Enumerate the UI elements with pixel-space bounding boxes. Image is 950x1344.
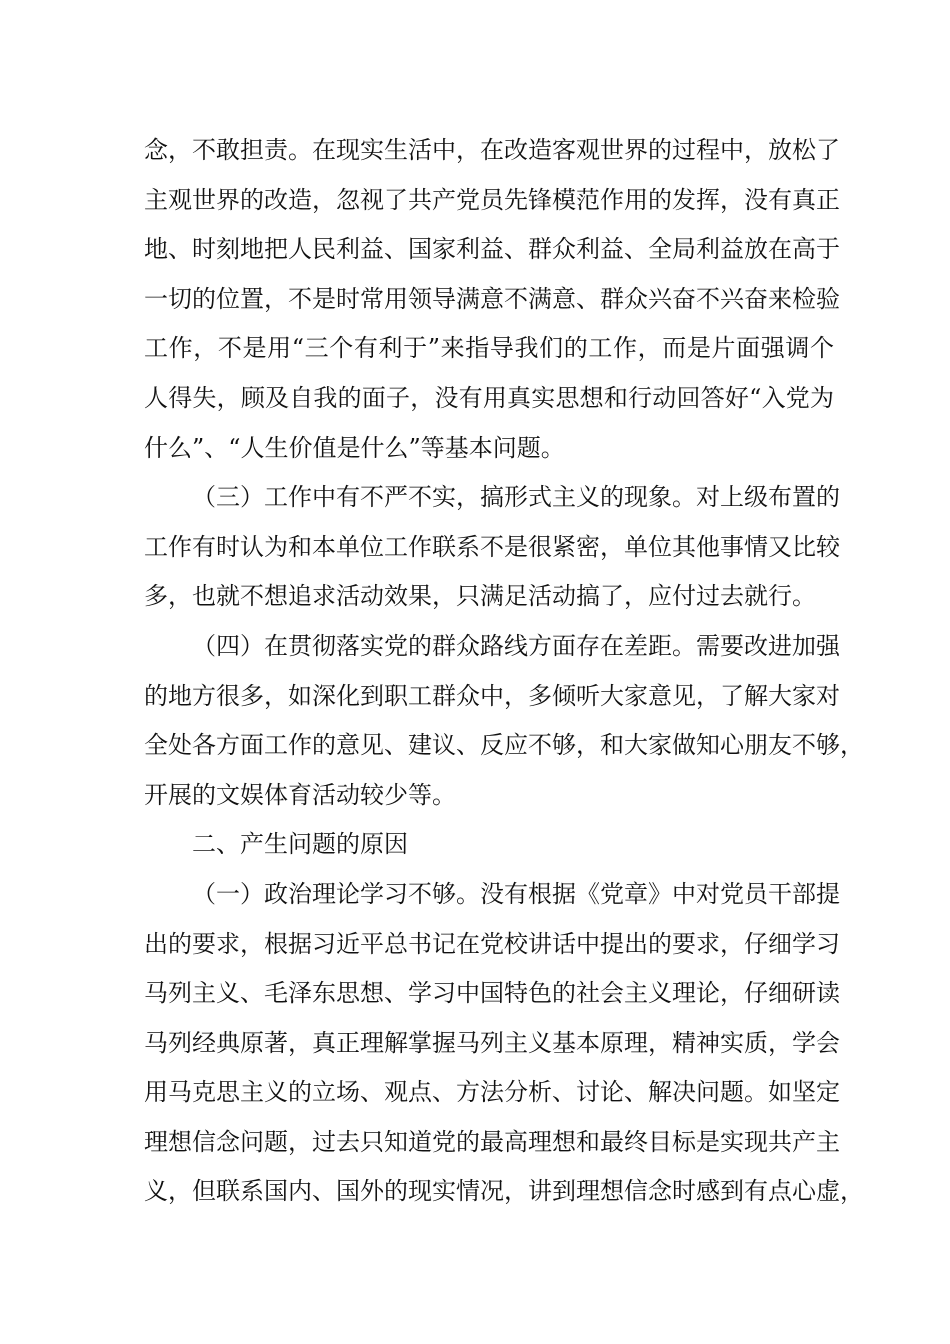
text-line: 多，也就不想追求活动效果，只满足活动搞了，应付过去就行。 bbox=[144, 582, 816, 611]
text-line: 工作，不是用“三个有利于”来指导我们的工作，而是片面强调个 bbox=[144, 334, 834, 363]
text-line: 用马克思主义的立场、观点、方法分析、讨论、解决问题。如坚定 bbox=[144, 1078, 840, 1107]
paragraph-start-line: （四）在贯彻落实党的群众路线方面存在差距。需要改进加强 bbox=[192, 631, 840, 660]
text-line: 一切的位置，不是时常用领导满意不满意、群众兴奋不兴奋来检验 bbox=[144, 284, 840, 313]
text-line: 出的要求，根据习近平总书记在党校讲话中提出的要求，仔细学习 bbox=[144, 929, 840, 958]
body-text bbox=[144, 126, 864, 1217]
text-line: 开展的文娱体育活动较少等。 bbox=[144, 780, 456, 809]
text-line: 马列经典原著，真正理解掌握马列主义基本原理，精神实质，学会 bbox=[144, 1028, 840, 1057]
text-line: 主观世界的改造，忽视了共产党员先锋模范作用的发挥，没有真正 bbox=[144, 185, 840, 214]
text-line: 马列主义、毛泽东思想、学习中国特色的社会主义理论，仔细研读 bbox=[144, 979, 840, 1008]
text-line: 工作有时认为和本单位工作联系不是很紧密，单位其他事情又比较 bbox=[144, 532, 840, 561]
text-line: 全处各方面工作的意见、建议、反应不够，和大家做知心朋友不够， bbox=[144, 731, 864, 760]
text-line: 义，但联系国内、国外的现实情况，讲到理想信念时感到有点心虚， bbox=[144, 1177, 864, 1206]
text-line: 理想信念问题，过去只知道党的最高理想和最终目标是实现共产主 bbox=[144, 1127, 840, 1156]
paragraph-start-line: （一）政治理论学习不够。没有根据《党章》中对党员干部提 bbox=[192, 879, 840, 908]
section-heading: 二、产生问题的原因 bbox=[192, 830, 408, 859]
text-line: 人得失，顾及自我的面子，没有用真实思想和行动回答好“入党为 bbox=[144, 383, 834, 412]
paragraph-start-line: （三）工作中有不严不实，搞形式主义的现象。对上级布置的 bbox=[192, 483, 840, 512]
text-line: 的地方很多，如深化到职工群众中，多倾听大家意见，了解大家对 bbox=[144, 681, 840, 710]
text-line: 什么”、“人生价值是什么”等基本问题。 bbox=[144, 433, 565, 462]
text-line: 念，不敢担责。在现实生活中，在改造客观世界的过程中，放松了 bbox=[144, 136, 840, 164]
text-line: 地、时刻地把人民利益、国家利益、群众利益、全局利益放在高于 bbox=[144, 235, 840, 264]
